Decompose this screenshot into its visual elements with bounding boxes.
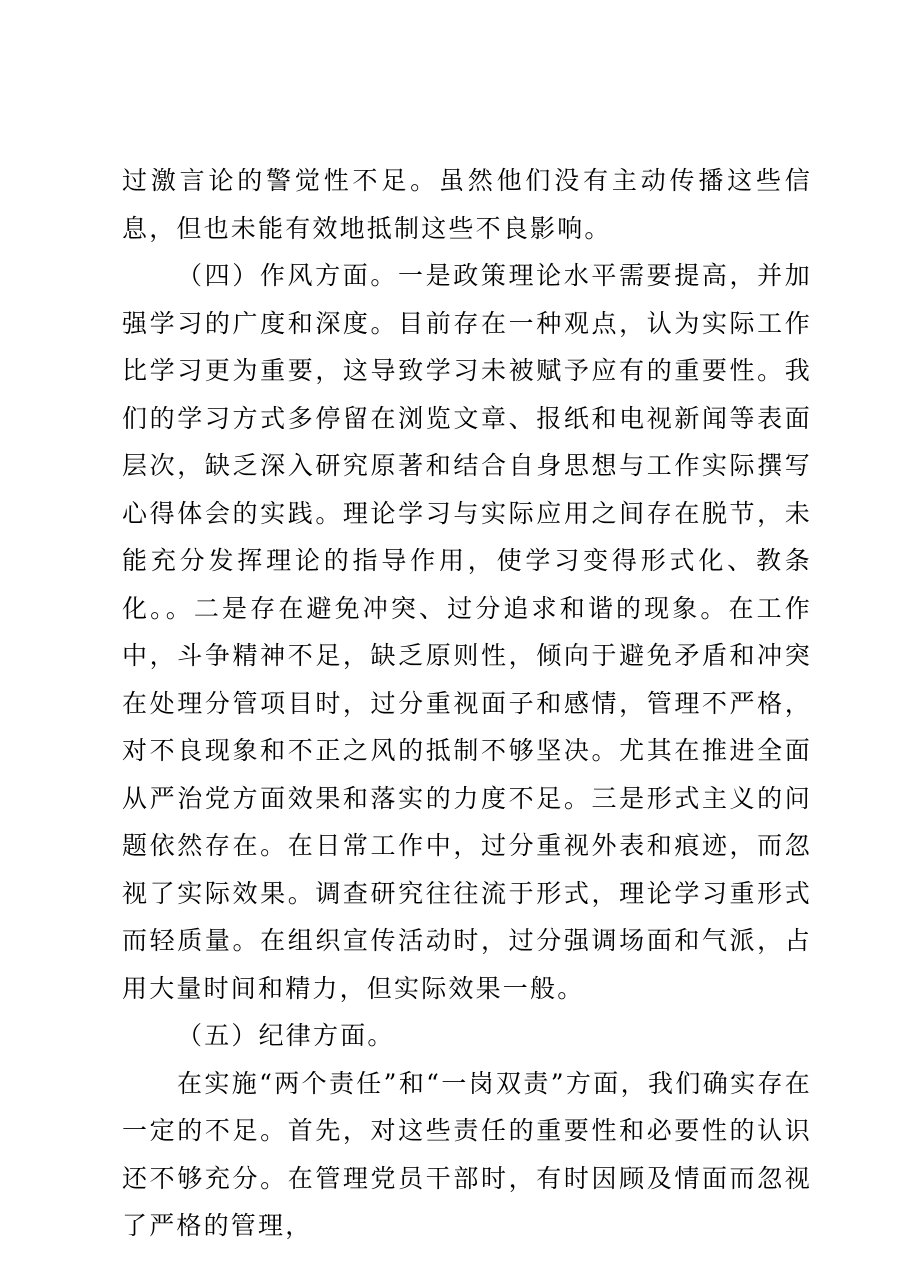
paragraph-continuation: 过激言论的警觉性不足。虽然他们没有主动传播这些信息，但也未能有效地抵制这些不良影响。 bbox=[122, 166, 812, 243]
paragraph-two-responsibilities: 在实施“两个责任”和“一岗双责”方面，我们确实存在一定的不足。首先，对这些责任的重要性和必要性的认识还不够充分。在管理党员干部时，有时因顾及情面而忽视了严格的管理， bbox=[122, 1068, 812, 1240]
paragraph-section-four-work-style: （四）作风方面。一是政策理论水平需要提高，并加强学习的广度和深度。目前存在一种观点，认为实际工作比学习更为重要，这导致学习未被赋予应有的重要性。我们的学习方式多停留在浏览文章、报纸和电视新闻等表面层次，缺乏深入研究原著和结合自身思想与工作实际撰写心得体会的实践。理论学习与实际应用之间存在脱节，未能充分发挥理论的指导作用，使学习变得形式化、教条化。。二是存在避免冲突、过分追求和谐的现象。在工作中，斗争精神不足，缺乏原则性，倾向于避免矛盾和冲突在处理分管项目时，过分重视面子和感情，管理不严格，对不良现象和不正之风的抵制不够坚决。尤其在推进全面从严治党方面效果和落实的力度不足。三是形式主义的问题依然存在。在日常工作中，过分重视外表和痕迹，而忽视了实际效果。调查研究往往流于形式，理论学习重形式而轻质量。在组织宣传活动时，过分强调场面和气派，占用大量时间和精力，但实际效果一般。 bbox=[122, 261, 812, 1003]
section-heading-five-discipline: （五）纪律方面。 bbox=[177, 1021, 395, 1050]
body-text bbox=[122, 157, 812, 1250]
